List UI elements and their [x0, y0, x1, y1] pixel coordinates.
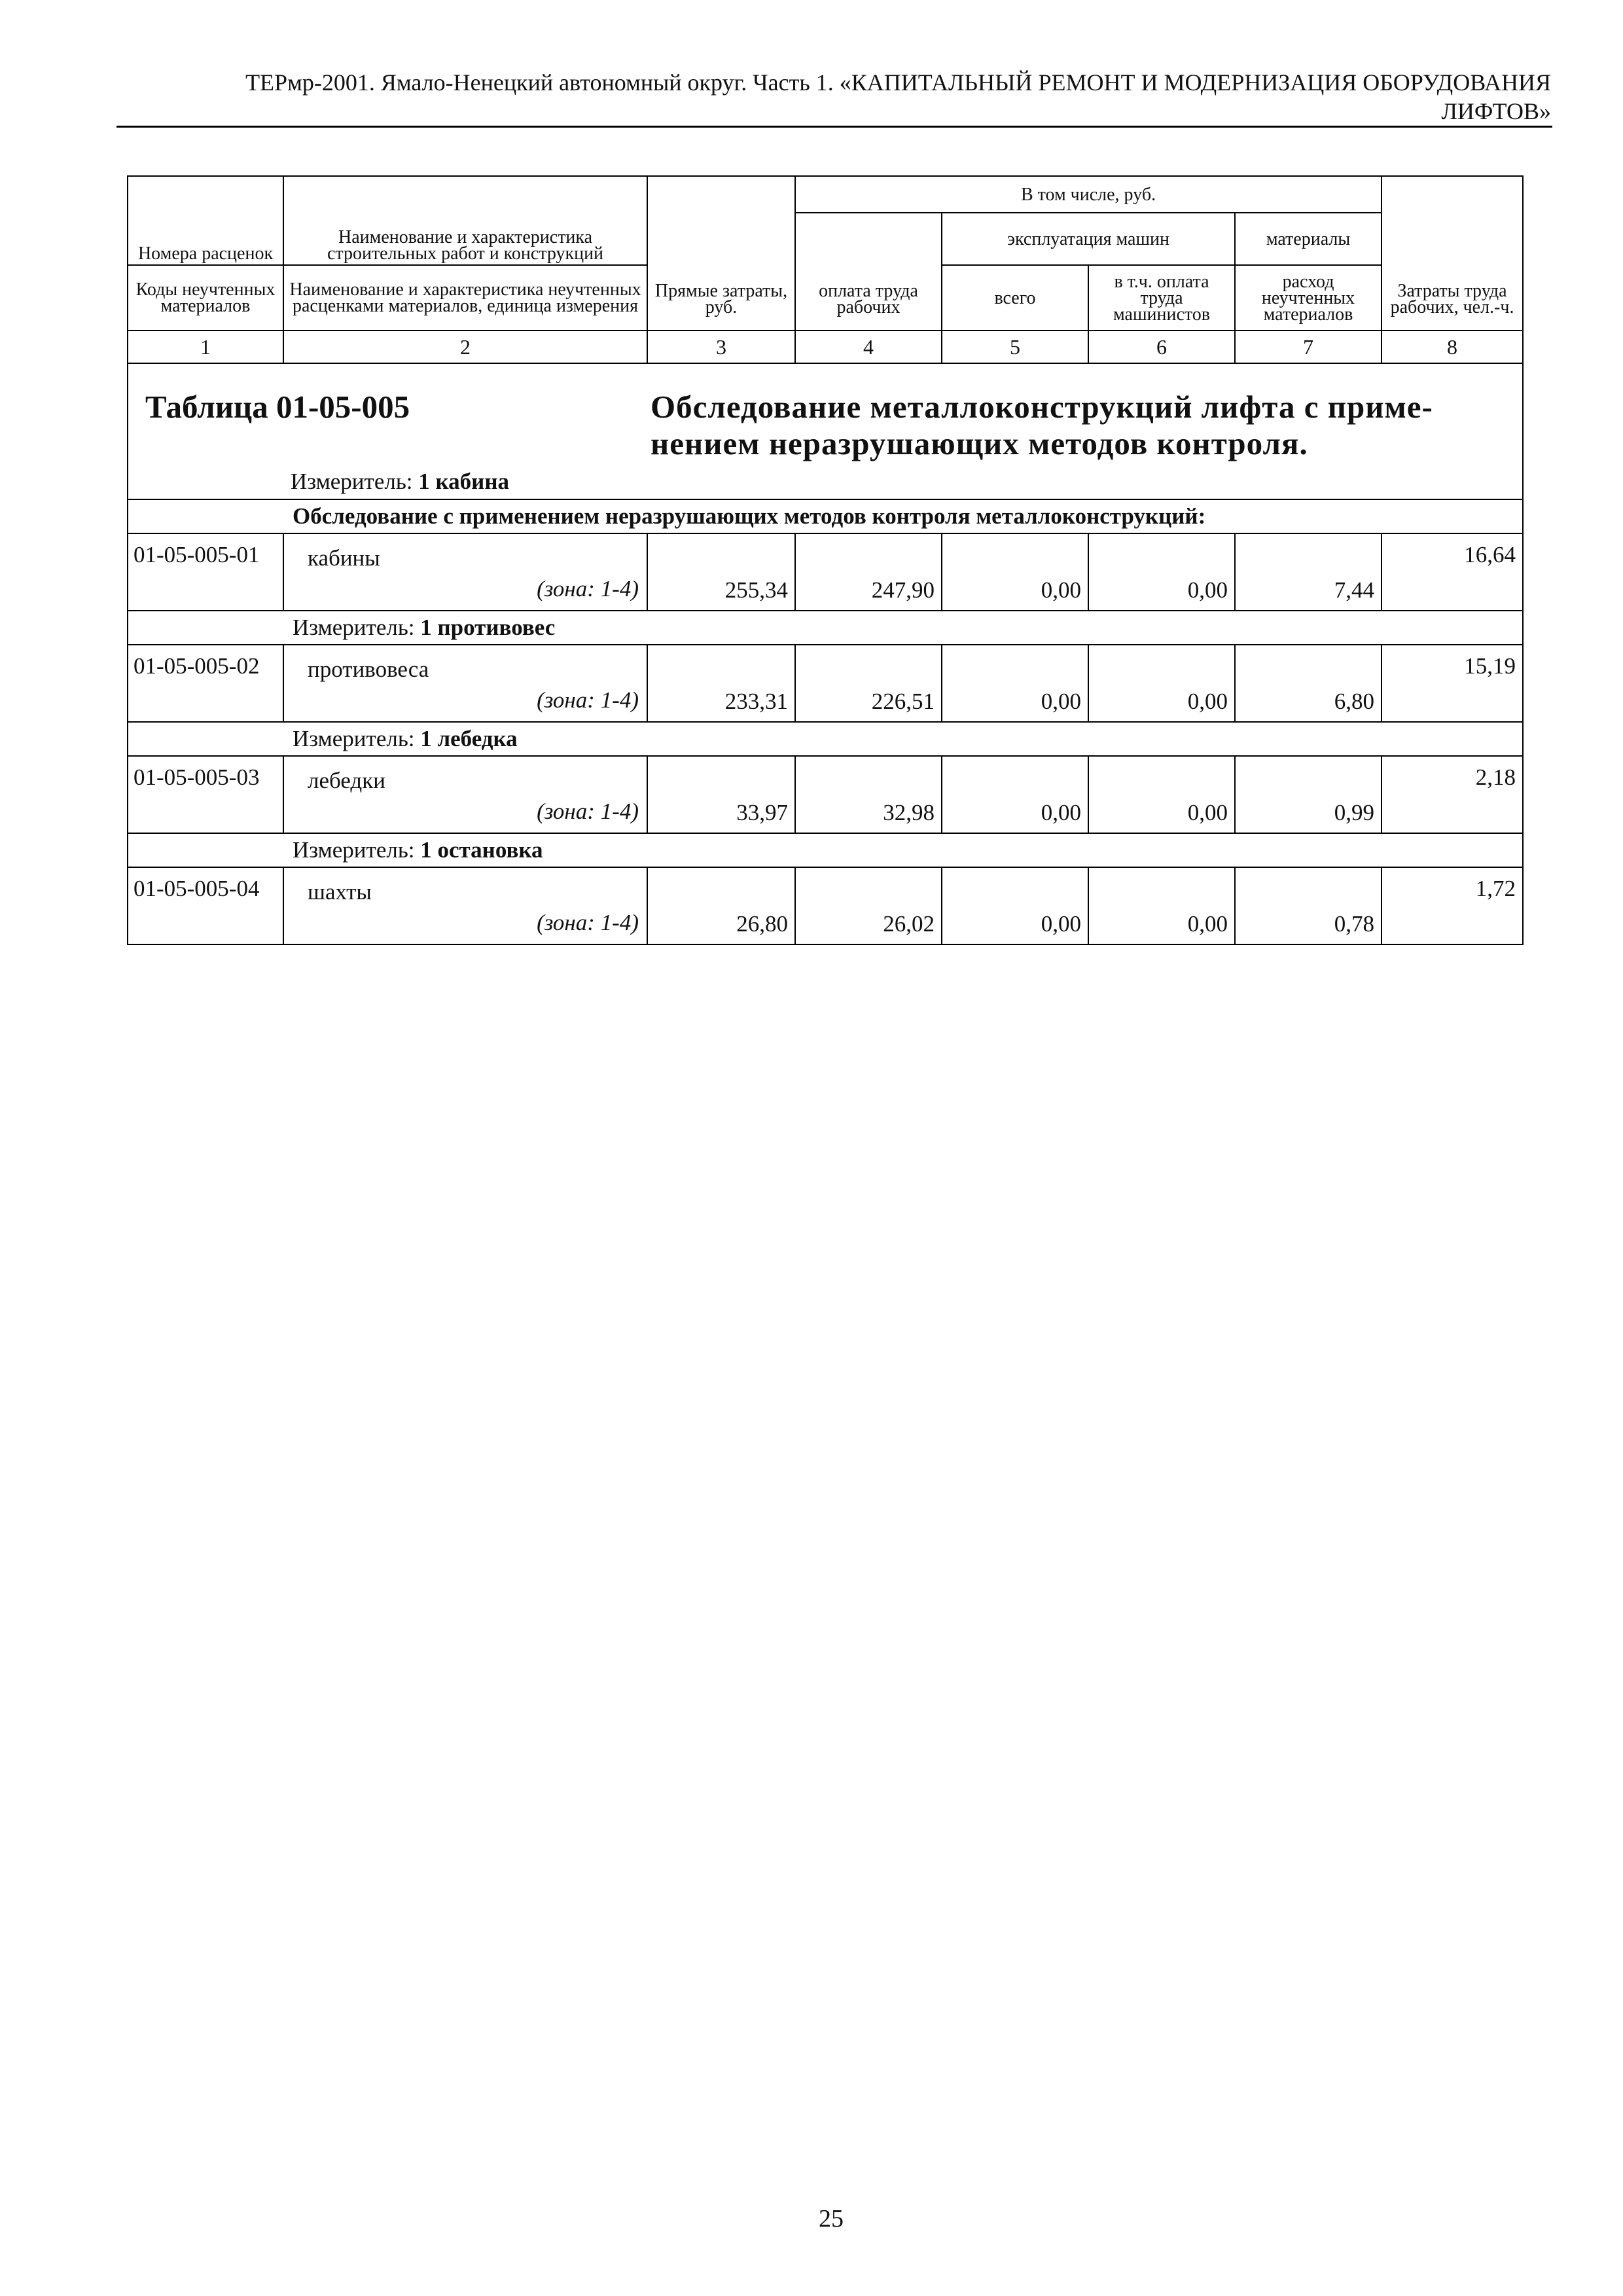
direct-costs: 26,80	[647, 867, 795, 944]
worker-wages: 32,98	[795, 756, 942, 833]
work-name: лебедки	[308, 767, 385, 793]
work-name: противовеса	[308, 656, 429, 682]
column-number: 3	[647, 331, 795, 363]
column-number: 6	[1088, 331, 1235, 363]
labor-hours: 1,72	[1382, 867, 1523, 944]
materials-cost: 0,99	[1235, 756, 1382, 833]
table-row	[128, 756, 1523, 833]
direct-costs: 233,31	[647, 645, 795, 722]
machinist-wages: 0,00	[1088, 867, 1235, 944]
materials-cost: 7,44	[1235, 533, 1382, 611]
header-wages: оплата труда рабочих	[795, 213, 942, 331]
rate-code: 01-05-005-04	[128, 867, 283, 944]
table-row	[128, 645, 1523, 722]
materials-cost: 6,80	[1235, 645, 1382, 722]
machinist-wages: 0,00	[1088, 533, 1235, 611]
table-row	[128, 867, 1523, 944]
zone-label: (зона: 1-4)	[537, 687, 639, 713]
column-number: 1	[128, 331, 283, 363]
zone-label: (зона: 1-4)	[537, 798, 639, 824]
measure-line	[291, 467, 509, 496]
table-title-row	[128, 363, 1523, 499]
table-label: Таблица 01-05-005	[145, 389, 410, 425]
header-direct-costs: Прямые затраты, руб.	[647, 176, 795, 331]
worker-wages: 226,51	[795, 645, 942, 722]
labor-hours: 2,18	[1382, 756, 1523, 833]
worker-wages: 26,02	[795, 867, 942, 944]
measure-unit: 1 остановка	[420, 837, 543, 863]
header-machines: эксплуатация машин	[942, 213, 1235, 265]
measure-unit: 1 лебедка	[420, 726, 518, 751]
rate-code: 01-05-005-01	[128, 533, 283, 611]
column-numbers-row	[128, 331, 1523, 363]
header-line-2: ЛИФТОВ»	[1441, 98, 1551, 124]
header-machines-total: всего	[942, 265, 1088, 331]
table-row	[128, 533, 1523, 611]
work-name: кабины	[308, 545, 380, 571]
labor-hours: 15,19	[1382, 645, 1523, 722]
measure-prefix: Измеритель:	[291, 469, 413, 494]
column-number: 8	[1382, 331, 1523, 363]
measure-prefix: Измеритель:	[293, 615, 415, 640]
labor-hours: 16,64	[1382, 533, 1523, 611]
rate-code: 01-05-005-03	[128, 756, 283, 833]
header-materials: материалы	[1235, 213, 1382, 265]
rates-table	[127, 175, 1524, 945]
materials-cost: 0,78	[1235, 867, 1382, 944]
machinist-wages: 0,00	[1088, 756, 1235, 833]
machines-total: 0,00	[942, 756, 1088, 833]
machinist-wages: 0,00	[1088, 645, 1235, 722]
table-title	[651, 389, 1593, 462]
header-work-name: Наименование и характеристика строительных работ и конструкций	[283, 176, 647, 265]
machines-total: 0,00	[942, 533, 1088, 611]
column-number: 4	[795, 331, 942, 363]
rate-code: 01-05-005-02	[128, 645, 283, 722]
direct-costs: 255,34	[647, 533, 795, 611]
column-number: 5	[942, 331, 1088, 363]
measure-row	[128, 722, 1523, 756]
worker-wages: 247,90	[795, 533, 942, 611]
column-number: 7	[1235, 331, 1382, 363]
direct-costs: 33,97	[647, 756, 795, 833]
page-header	[116, 68, 1551, 126]
header-labor-costs: Затраты труда рабочих, чел.-ч.	[1382, 176, 1523, 331]
header-in-that: В том числе, руб.	[795, 176, 1382, 213]
section-heading: Обследование с применением неразрушающих методов контроля металлоконструкций:	[283, 499, 1523, 533]
work-name: шахты	[308, 878, 372, 905]
measure-unit: 1 противовес	[420, 615, 556, 640]
machines-total: 0,00	[942, 867, 1088, 944]
machines-total: 0,00	[942, 645, 1088, 722]
section-heading-row	[128, 499, 1523, 533]
measure-prefix: Измеритель:	[293, 837, 415, 863]
header-material-name: Наименование и характеристика неучтенных расценками материалов, единица измерения	[283, 265, 647, 331]
measure-prefix: Измеритель:	[293, 726, 415, 751]
header-line-1: ТЕРмр-2001. Ямало-Ненецкий автономный округ. Часть 1. «КАПИТАЛЬНЫЙ РЕМОНТ И МОДЕРНИЗАЦИЯ ОБОРУДОВАНИЯ	[245, 69, 1551, 96]
measure-row	[128, 833, 1523, 867]
table-title-line-1: Обследование металлоконструкций лифта с приме-	[651, 389, 1433, 425]
page-number: 25	[819, 2205, 844, 2233]
header-machinist-wages: в т.ч. оплата труда машинистов	[1088, 265, 1235, 331]
header-material-codes: Коды неучтенных материалов	[128, 265, 283, 331]
header-divider	[116, 126, 1552, 128]
column-number: 2	[283, 331, 647, 363]
measure-unit: 1 кабина	[418, 469, 509, 494]
measure-row	[128, 611, 1523, 645]
zone-label: (зона: 1-4)	[537, 909, 639, 935]
zone-label: (зона: 1-4)	[537, 575, 639, 601]
table-title-line-2: нением неразрушающих методов контроля.	[651, 425, 1308, 461]
header-rate-numbers: Номера расценок	[128, 176, 283, 265]
header-material-consumption: расход неучтенных материалов	[1235, 265, 1382, 331]
